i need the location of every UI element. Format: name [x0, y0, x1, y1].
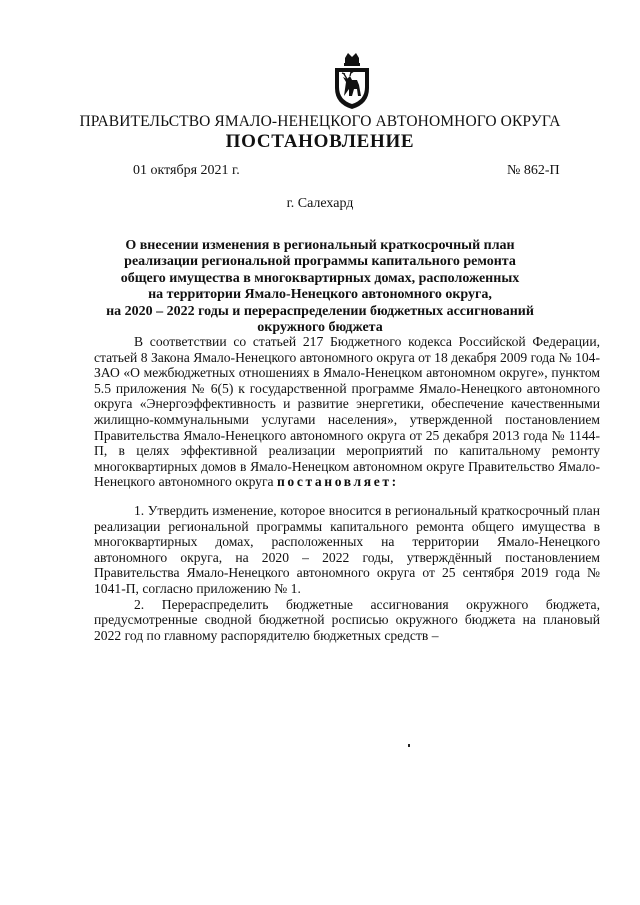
title-line: на территории Ямало-Ненецкого автономного округа,: [148, 287, 492, 303]
document-date: 01 октября 2021 г.: [133, 163, 240, 178]
coat-of-arms-icon: [330, 52, 374, 110]
ink-dot: [408, 744, 410, 747]
preamble-paragraph: [94, 334, 600, 490]
title-line: реализации региональной программы капитального ремонта: [124, 254, 516, 270]
title-line: общего имущества в многоквартирных домах, расположенных: [120, 270, 520, 286]
document-title: [92, 238, 548, 336]
title-line: О внесении изменения в региональный краткосрочный план: [125, 238, 515, 253]
government-name: ПРАВИТЕЛЬСТВО ЯМАЛО-НЕНЕЦКОГО АВТОНОМНОГО ОКРУГА: [79, 113, 561, 130]
title-line: окружного бюджета: [257, 320, 383, 336]
document-body: [94, 334, 600, 643]
title-line: на 2020 – 2022 годы и перераспределении бюджетных ассигнований: [106, 303, 534, 319]
preamble-text: В соответствии со статьей 217 Бюджетного кодекса Российской Федерации, статьей 8 Закона Ямало-Ненецкого автономного округа от 18 декабря 2009 года № 104-ЗАО «О межбюджетных отношениях в Ямало-Ненецком автономном округе», пунктом 5.5 приложения № 6(5) к государственной программе Ямало-Ненецкого автономного округа «Энергоэффективность и развитие энергетики, обеспечение качественными жилищно-коммунальными услугами населения», утвержденной постановлением Правительства Ямало-Ненецкого автономного округа от 25 декабря 2013 года № 1144-П, в целях эффективной реализации мероприятий по капитальному ремонту многоквартирных домов в Ямало-Ненецком автономном округе Правительство Ямало-Ненецкого автономного округа: [94, 334, 600, 490]
document-city: г. Салехард: [286, 196, 354, 211]
item-paragraph: 2. Перераспределить бюджетные ассигнования окружного бюджета, предусмотренные сводной бюджетной росписью окружного бюджета на плановый 2022 год по главному распорядителю бюджетных средств –: [94, 596, 600, 643]
resolution-word: постановляет:: [277, 474, 399, 490]
document-type: ПОСТАНОВЛЕНИЕ: [225, 131, 415, 152]
document-number: № 862-П: [507, 163, 560, 178]
item-paragraph: 1. Утвердить изменение, которое вносится в региональный краткосрочный план реализации региональной программы капитального ремонта общего имущества в многоквартирных домах, расположенных на территории Ямало-Ненецкого автономного округа, на 2020 – 2022 годы, утверждённый постановлением Правительства Ямало-Ненецкого автономного округа от 25 сентября 2019 года № 1041-П, согласно приложению № 1.: [94, 502, 600, 596]
